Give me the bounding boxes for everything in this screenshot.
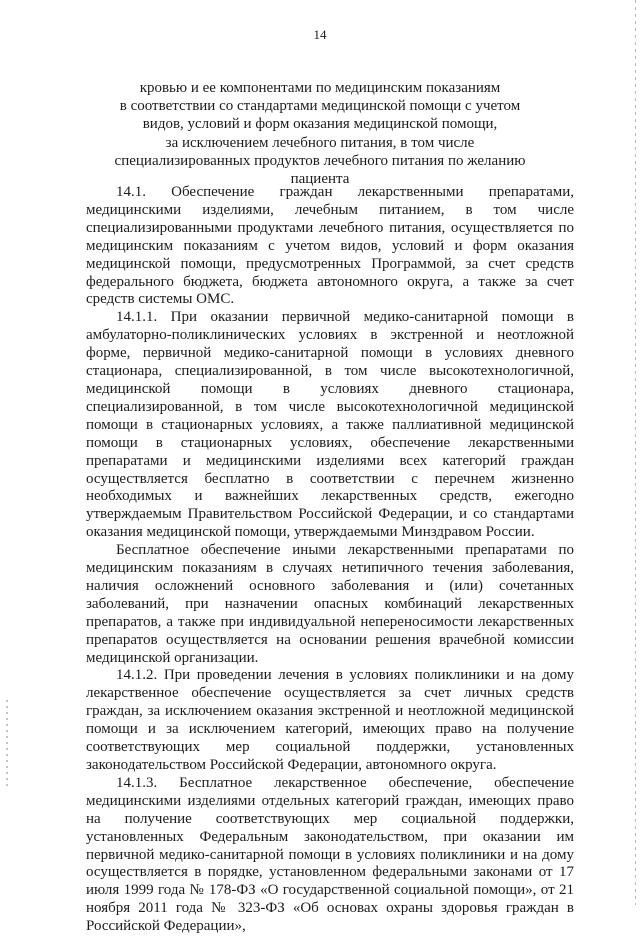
scan-edge-mark bbox=[6, 700, 8, 790]
heading-line: пациента bbox=[290, 171, 350, 188]
heading-line: видов, условий и форм оказания медицинской помощи, bbox=[142, 116, 498, 133]
scan-edge-line bbox=[635, 0, 636, 905]
page-number: 14 bbox=[313, 27, 327, 42]
heading-line: кровью и ее компонентами по медицинским показаниям bbox=[139, 80, 501, 96]
paragraph-14-1-3: 14.1.3. Бесплатное лекарственное обеспечение, обеспечение медицинскими изделиями отдельных категорий граждан, имеющих право на получение соответствующих мер социальной поддержки, установленных Федеральным законодательством, при оказании им первичной медико-санитарной помощи в условиях поликлиники и на дому осуществляется в порядке, установленном федеральными законами от 17 июля 1999 года № 178-ФЗ «О государственной социальной помощи», от 21 ноября 2011 года № 323-ФЗ «Об основах охраны здоровья граждан в Российской Федерации», bbox=[86, 774, 574, 935]
section-heading bbox=[110, 79, 530, 188]
document-body bbox=[86, 184, 574, 936]
paragraph-14-1-2: 14.1.2. При проведении лечения в условиях поликлиники и на дому лекарственное обеспечение осуществляется за счет личных средств граждан, за исключением оказания экстренной и неотложной медицинской помощи и за исключением категорий, имеющих право на получение соответствующих мер социальной поддержки, установленных законодательством Российской Федерации, автономного округа. bbox=[86, 667, 574, 773]
heading-line: специализированных продуктов лечебного питания по желанию bbox=[114, 152, 526, 169]
heading-line: в соответствии со стандартами медицинской помощи с учетом bbox=[119, 98, 521, 115]
paragraph-14-1-1: 14.1.1. При оказании первичной медико-санитарной помощи в амбулаторно-поликлинических условиях в экстренной и неотложной форме, первичной медико-санитарной помощи в условиях дневного стационара, специализированной, в том числе высокотехнологичной, медицинской помощи в условиях дневного стационара, специализированной, в том числе высокотехнологичной медицинской помощи в стационарных условиях, а также паллиативной медицинской помощи в стационарных условиях, обеспечение лекарственными препаратами и медицинскими изделиями всех категорий граждан осуществляется бесплатно в соответствии с перечнем жизненно необходимых и важнейших лекарственных средств, ежегодно утверждаемым Правительством Российской Федерации, и со стандартами оказания медицинской помощи, утверждаемыми Минздравом России. bbox=[86, 309, 574, 541]
paragraph-14-1: 14.1. Обеспечение граждан лекарственными препаратами, медицинскими изделиями, лечебным питанием, в том числе специализированными продуктами лечебного питания, осуществляется по медицинским показаниям с учетом видов, условий и форм оказания медицинской помощи, предусмотренных Программой, за счет средств федерального бюджета, бюджета автономного округа, а также за счет средств системы ОМС. bbox=[86, 184, 574, 308]
heading-line: за исключением лечебного питания, в том числе bbox=[165, 134, 475, 151]
paragraph-free-supply: Бесплатное обеспечение иными лекарственными препаратами по медицинским показаниям в случаях нетипичного течения заболевания, наличия осложнений основного заболевания и (или) сочетанных заболеваний, при назначении опасных комбинаций лекарственных препаратов, а также при индивидуальной непереносимости лекарственных препаратов осуществляется на основании решения врачебной комиссии медицинской организации. bbox=[86, 542, 574, 666]
